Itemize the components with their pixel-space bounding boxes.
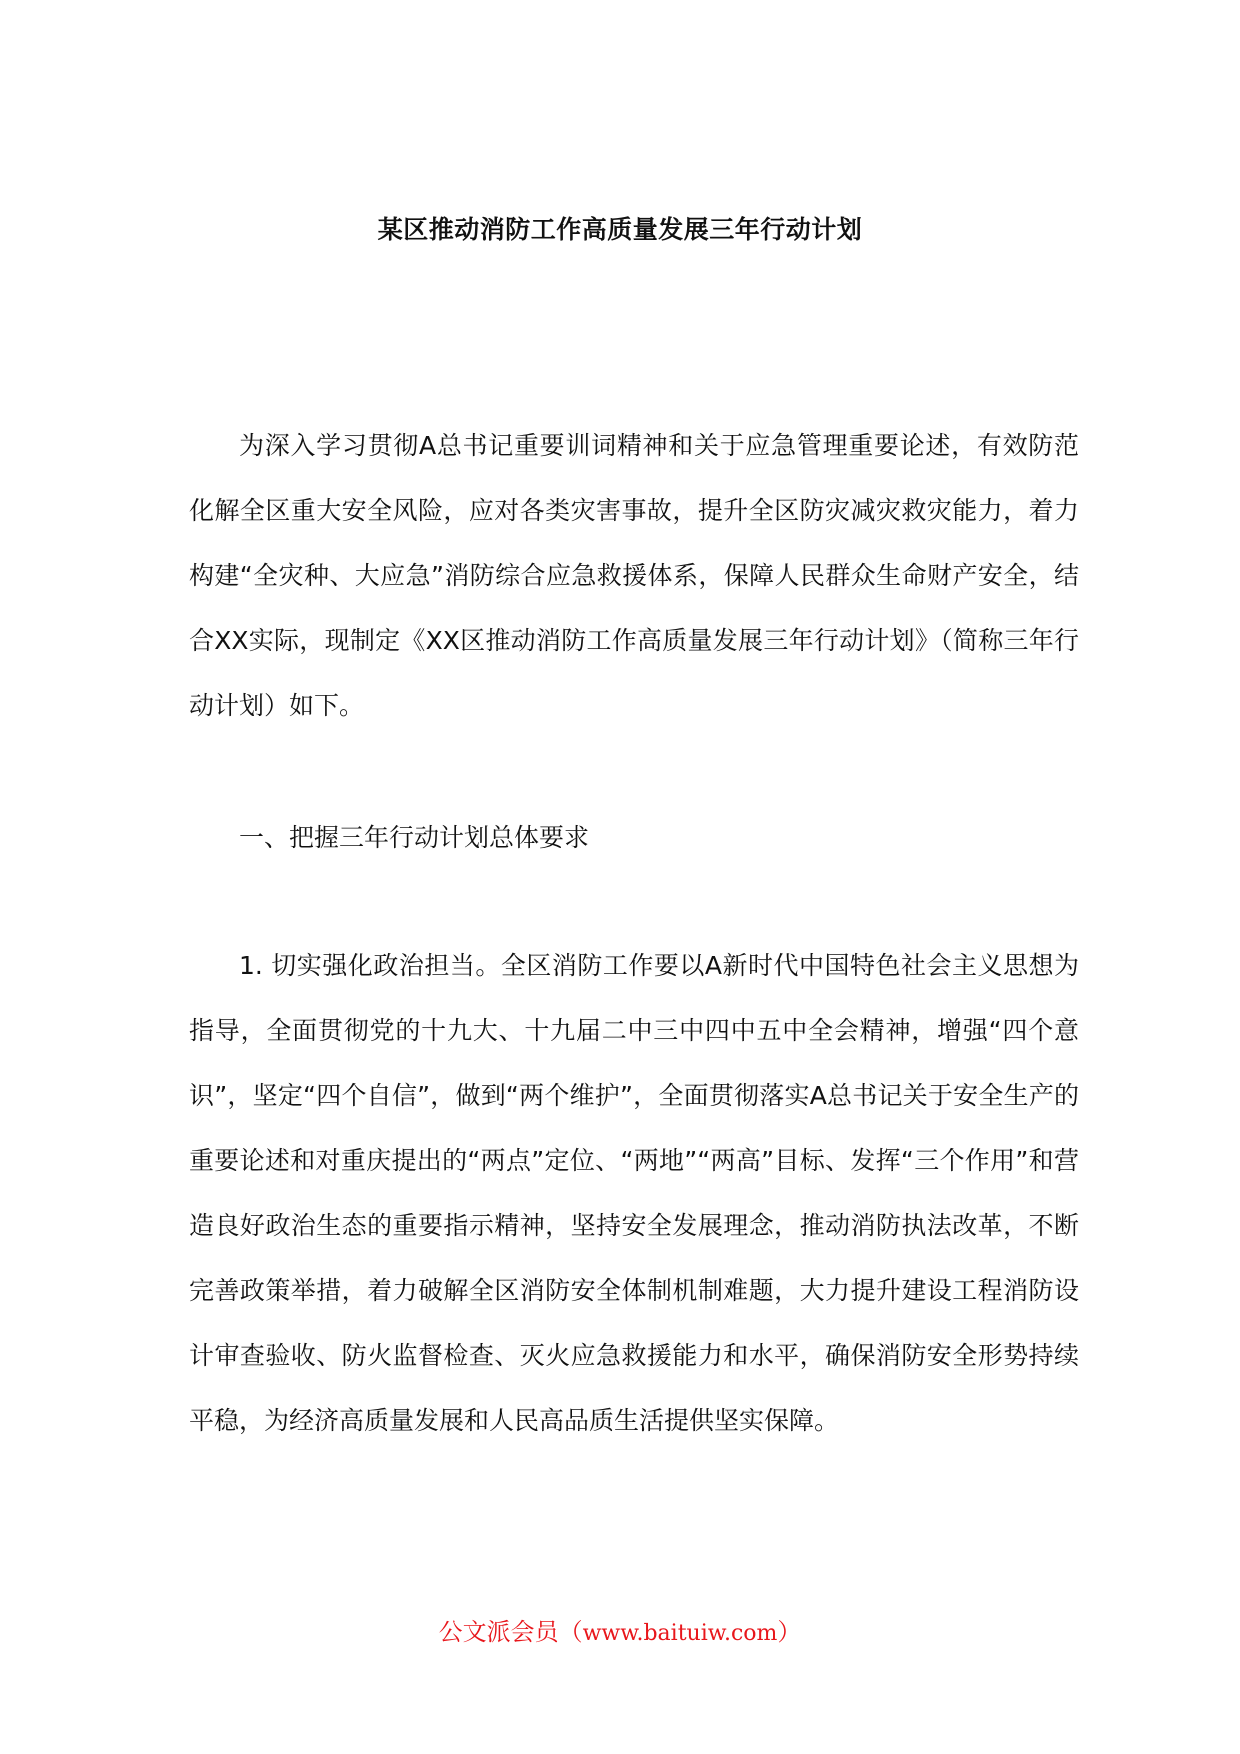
footer-url-link[interactable]: www.baituiw.com (582, 1621, 778, 1646)
intro-paragraph: 为深入学习贯彻A总书记重要训词精神和关于应急管理重要论述，有效防范化解全区重大安全风险，应对各类灾害事故，提升全区防灾减灾救灾能力，着力构建“全灾种、大应急”消防综合应急救援体系，保障人民群众生命财产安全，结合XX实际，现制定《XX区推动消防工作高质量发展三年行动计划》（简称三年行动计划）如下。 (189, 431, 1079, 720)
document-title: 某区推动消防工作高质量发展三年行动计划 (377, 215, 863, 244)
footer-watermark (0, 1612, 1240, 1647)
footer-prefix: 公文派会员（ (438, 1618, 583, 1646)
footer-suffix: ） (777, 1618, 802, 1646)
item-1-paragraph: 1. 切实强化政治担当。全区消防工作要以A新时代中国特色社会主义思想为指导，全面贯彻党的十九大、十九届二中三中四中五中全会精神，增强“四个意识”，坚定“四个自信”，做到“两个维护”，全面贯彻落实A总书记关于安全生产的重要论述和对重庆提出的“两点”定位、“两地”“两高”目标、发挥“三个作用”和营造良好政治生态的重要指示精神，坚持安全发展理念，推动消防执法改革，不断完善政策举措，着力破解全区消防安全体制机制难题，大力提升建设工程消防设计审查验收、防火监督检查、灭火应急救援能力和水平，确保消防安全形势持续平稳，为经济高质量发展和人民高品质生活提供坚实保障。 (189, 951, 1079, 1435)
section-heading: 一、把握三年行动计划总体要求 (239, 823, 590, 852)
